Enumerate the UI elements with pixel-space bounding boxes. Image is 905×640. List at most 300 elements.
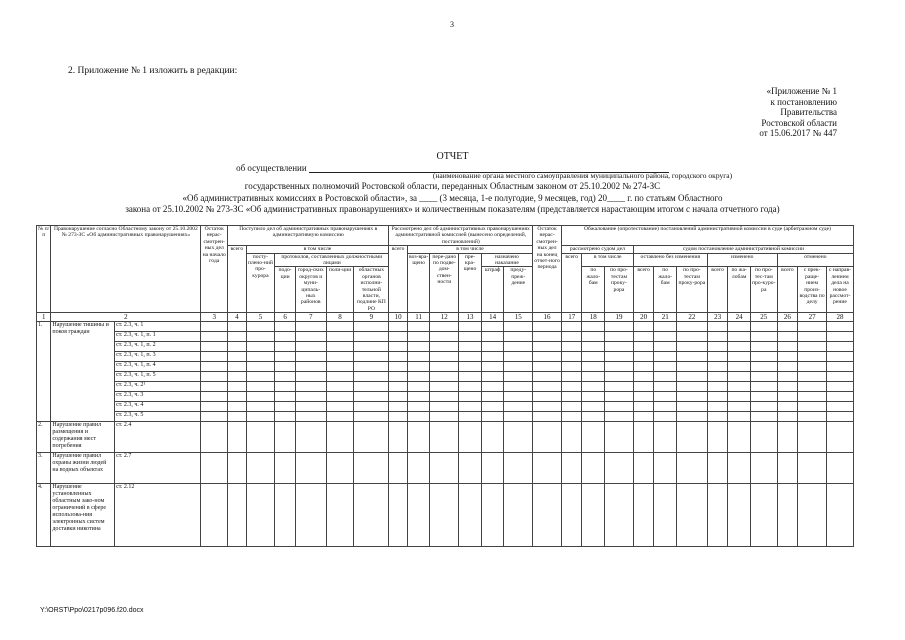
data-cell[interactable] (582, 422, 605, 453)
data-cell[interactable] (407, 322, 430, 332)
data-cell[interactable] (707, 484, 728, 547)
data-cell[interactable] (633, 372, 654, 382)
data-cell[interactable] (533, 453, 562, 484)
data-cell[interactable] (275, 362, 296, 372)
data-cell[interactable] (459, 402, 482, 412)
data-cell[interactable] (275, 453, 296, 484)
data-cell[interactable] (605, 322, 634, 332)
data-cell[interactable] (201, 382, 228, 392)
data-cell[interactable] (481, 412, 504, 422)
data-cell[interactable] (826, 402, 853, 412)
data-cell[interactable] (654, 422, 677, 453)
data-cell[interactable] (295, 332, 326, 342)
data-cell[interactable] (504, 382, 533, 392)
data-cell[interactable] (326, 422, 354, 453)
data-cell[interactable] (228, 382, 246, 392)
data-cell[interactable] (326, 392, 354, 402)
data-cell[interactable] (275, 402, 296, 412)
data-cell[interactable] (750, 484, 777, 547)
data-cell[interactable] (430, 372, 459, 382)
data-cell[interactable] (275, 422, 296, 453)
data-cell[interactable] (605, 412, 634, 422)
data-cell[interactable] (533, 332, 562, 342)
data-cell[interactable] (295, 322, 326, 332)
data-cell[interactable] (326, 322, 354, 332)
data-cell[interactable] (201, 402, 228, 412)
data-cell[interactable] (228, 453, 246, 484)
data-cell[interactable] (798, 322, 827, 332)
data-cell[interactable] (633, 382, 654, 392)
data-cell[interactable] (582, 372, 605, 382)
data-cell[interactable] (246, 342, 275, 352)
data-cell[interactable] (605, 453, 634, 484)
data-cell[interactable] (354, 484, 389, 547)
data-cell[interactable] (459, 332, 482, 342)
data-cell[interactable] (275, 392, 296, 402)
data-cell[interactable] (246, 422, 275, 453)
data-cell[interactable] (275, 382, 296, 392)
data-cell[interactable] (246, 352, 275, 362)
data-cell[interactable] (728, 422, 751, 453)
data-cell[interactable] (295, 372, 326, 382)
data-cell[interactable] (504, 362, 533, 372)
data-cell[interactable] (728, 382, 751, 392)
data-cell[interactable] (201, 352, 228, 362)
data-cell[interactable] (275, 412, 296, 422)
data-cell[interactable] (798, 422, 827, 453)
data-cell[interactable] (798, 392, 827, 402)
data-cell[interactable] (654, 362, 677, 372)
data-cell[interactable] (430, 484, 459, 547)
data-cell[interactable] (326, 352, 354, 362)
data-cell[interactable] (633, 332, 654, 342)
data-cell[interactable] (605, 342, 634, 352)
data-cell[interactable] (459, 484, 482, 547)
data-cell[interactable] (777, 412, 798, 422)
data-cell[interactable] (389, 372, 407, 382)
data-cell[interactable] (228, 352, 246, 362)
data-cell[interactable] (389, 332, 407, 342)
data-cell[interactable] (389, 382, 407, 392)
data-cell[interactable] (561, 392, 582, 402)
data-cell[interactable] (533, 382, 562, 392)
data-cell[interactable] (228, 372, 246, 382)
data-cell[interactable] (605, 362, 634, 372)
data-cell[interactable] (389, 422, 407, 453)
data-cell[interactable] (354, 422, 389, 453)
data-cell[interactable] (605, 332, 634, 342)
data-cell[interactable] (228, 402, 246, 412)
data-cell[interactable] (246, 372, 275, 382)
data-cell[interactable] (504, 352, 533, 362)
data-cell[interactable] (582, 392, 605, 402)
data-cell[interactable] (654, 484, 677, 547)
data-cell[interactable] (728, 372, 751, 382)
data-cell[interactable] (481, 342, 504, 352)
data-cell[interactable] (777, 402, 798, 412)
data-cell[interactable] (633, 402, 654, 412)
data-cell[interactable] (407, 453, 430, 484)
data-cell[interactable] (676, 392, 707, 402)
data-cell[interactable] (654, 412, 677, 422)
data-cell[interactable] (826, 412, 853, 422)
data-cell[interactable] (326, 412, 354, 422)
data-cell[interactable] (389, 392, 407, 402)
data-cell[interactable] (826, 322, 853, 332)
data-cell[interactable] (201, 372, 228, 382)
data-cell[interactable] (707, 453, 728, 484)
data-cell[interactable] (605, 382, 634, 392)
data-cell[interactable] (777, 484, 798, 547)
data-cell[interactable] (533, 362, 562, 372)
data-cell[interactable] (750, 342, 777, 352)
data-cell[interactable] (633, 362, 654, 372)
data-cell[interactable] (707, 422, 728, 453)
data-cell[interactable] (201, 392, 228, 402)
data-cell[interactable] (407, 382, 430, 392)
data-cell[interactable] (533, 392, 562, 402)
data-cell[interactable] (228, 362, 246, 372)
data-cell[interactable] (676, 332, 707, 342)
data-cell[interactable] (389, 342, 407, 352)
data-cell[interactable] (504, 342, 533, 352)
data-cell[interactable] (707, 392, 728, 402)
data-cell[interactable] (582, 402, 605, 412)
data-cell[interactable] (228, 412, 246, 422)
data-cell[interactable] (459, 422, 482, 453)
data-cell[interactable] (407, 484, 430, 547)
data-cell[interactable] (633, 322, 654, 332)
data-cell[interactable] (798, 342, 827, 352)
data-cell[interactable] (354, 332, 389, 342)
data-cell[interactable] (728, 362, 751, 372)
data-cell[interactable] (654, 382, 677, 392)
data-cell[interactable] (582, 352, 605, 362)
data-cell[interactable] (561, 332, 582, 342)
data-cell[interactable] (750, 453, 777, 484)
data-cell[interactable] (295, 422, 326, 453)
data-cell[interactable] (826, 382, 853, 392)
data-cell[interactable] (728, 322, 751, 332)
data-cell[interactable] (676, 342, 707, 352)
data-cell[interactable] (504, 332, 533, 342)
data-cell[interactable] (654, 352, 677, 362)
data-cell[interactable] (481, 402, 504, 412)
data-cell[interactable] (295, 412, 326, 422)
data-cell[interactable] (605, 352, 634, 362)
data-cell[interactable] (777, 453, 798, 484)
data-cell[interactable] (295, 352, 326, 362)
data-cell[interactable] (407, 362, 430, 372)
data-cell[interactable] (826, 453, 853, 484)
data-cell[interactable] (728, 342, 751, 352)
data-cell[interactable] (605, 392, 634, 402)
data-cell[interactable] (246, 412, 275, 422)
data-cell[interactable] (798, 453, 827, 484)
data-cell[interactable] (354, 372, 389, 382)
data-cell[interactable] (728, 352, 751, 362)
data-cell[interactable] (582, 382, 605, 392)
data-cell[interactable] (459, 362, 482, 372)
data-cell[interactable] (676, 382, 707, 392)
data-cell[interactable] (582, 453, 605, 484)
data-cell[interactable] (430, 342, 459, 352)
data-cell[interactable] (798, 332, 827, 342)
data-cell[interactable] (777, 422, 798, 453)
data-cell[interactable] (707, 322, 728, 332)
data-cell[interactable] (777, 342, 798, 352)
data-cell[interactable] (459, 382, 482, 392)
data-cell[interactable] (707, 372, 728, 382)
data-cell[interactable] (275, 372, 296, 382)
data-cell[interactable] (582, 342, 605, 352)
data-cell[interactable] (407, 402, 430, 412)
data-cell[interactable] (246, 392, 275, 402)
data-cell[interactable] (633, 484, 654, 547)
data-cell[interactable] (481, 362, 504, 372)
data-cell[interactable] (228, 484, 246, 547)
data-cell[interactable] (707, 342, 728, 352)
data-cell[interactable] (633, 422, 654, 453)
data-cell[interactable] (326, 453, 354, 484)
data-cell[interactable] (407, 372, 430, 382)
data-cell[interactable] (481, 352, 504, 362)
data-cell[interactable] (430, 412, 459, 422)
data-cell[interactable] (481, 372, 504, 382)
data-cell[interactable] (654, 342, 677, 352)
data-cell[interactable] (430, 382, 459, 392)
data-cell[interactable] (728, 332, 751, 342)
data-cell[interactable] (633, 392, 654, 402)
data-cell[interactable] (228, 422, 246, 453)
data-cell[interactable] (798, 362, 827, 372)
data-cell[interactable] (246, 453, 275, 484)
data-cell[interactable] (533, 352, 562, 362)
data-cell[interactable] (354, 412, 389, 422)
data-cell[interactable] (561, 453, 582, 484)
data-cell[interactable] (750, 322, 777, 332)
data-cell[interactable] (430, 422, 459, 453)
data-cell[interactable] (676, 362, 707, 372)
data-cell[interactable] (654, 332, 677, 342)
data-cell[interactable] (561, 372, 582, 382)
data-cell[interactable] (407, 412, 430, 422)
data-cell[interactable] (750, 392, 777, 402)
data-cell[interactable] (728, 402, 751, 412)
data-cell[interactable] (430, 402, 459, 412)
data-cell[interactable] (389, 322, 407, 332)
data-cell[interactable] (201, 412, 228, 422)
data-cell[interactable] (654, 372, 677, 382)
data-cell[interactable] (728, 453, 751, 484)
data-cell[interactable] (798, 382, 827, 392)
data-cell[interactable] (504, 484, 533, 547)
data-cell[interactable] (275, 332, 296, 342)
data-cell[interactable] (326, 362, 354, 372)
data-cell[interactable] (707, 362, 728, 372)
data-cell[interactable] (654, 402, 677, 412)
data-cell[interactable] (295, 402, 326, 412)
data-cell[interactable] (798, 484, 827, 547)
data-cell[interactable] (326, 484, 354, 547)
data-cell[interactable] (561, 322, 582, 332)
data-cell[interactable] (407, 332, 430, 342)
data-cell[interactable] (459, 412, 482, 422)
data-cell[interactable] (430, 322, 459, 332)
data-cell[interactable] (481, 422, 504, 453)
data-cell[interactable] (561, 382, 582, 392)
data-cell[interactable] (504, 322, 533, 332)
data-cell[interactable] (582, 362, 605, 372)
data-cell[interactable] (633, 453, 654, 484)
data-cell[interactable] (504, 422, 533, 453)
data-cell[interactable] (326, 372, 354, 382)
data-cell[interactable] (389, 412, 407, 422)
data-cell[interactable] (777, 362, 798, 372)
data-cell[interactable] (354, 352, 389, 362)
data-cell[interactable] (246, 382, 275, 392)
data-cell[interactable] (275, 352, 296, 362)
data-cell[interactable] (707, 412, 728, 422)
data-cell[interactable] (750, 402, 777, 412)
data-cell[interactable] (533, 322, 562, 332)
data-cell[interactable] (676, 484, 707, 547)
data-cell[interactable] (633, 412, 654, 422)
data-cell[interactable] (561, 352, 582, 362)
data-cell[interactable] (633, 352, 654, 362)
data-cell[interactable] (275, 322, 296, 332)
data-cell[interactable] (407, 392, 430, 402)
data-cell[interactable] (481, 453, 504, 484)
data-cell[interactable] (777, 322, 798, 332)
data-cell[interactable] (504, 412, 533, 422)
data-cell[interactable] (201, 342, 228, 352)
data-cell[interactable] (228, 332, 246, 342)
data-cell[interactable] (354, 342, 389, 352)
data-cell[interactable] (459, 453, 482, 484)
data-cell[interactable] (798, 402, 827, 412)
data-cell[interactable] (326, 402, 354, 412)
data-cell[interactable] (295, 382, 326, 392)
data-cell[interactable] (459, 322, 482, 332)
data-cell[interactable] (798, 372, 827, 382)
data-cell[interactable] (295, 453, 326, 484)
data-cell[interactable] (676, 412, 707, 422)
data-cell[interactable] (246, 484, 275, 547)
data-cell[interactable] (504, 402, 533, 412)
data-cell[interactable] (407, 342, 430, 352)
data-cell[interactable] (777, 352, 798, 362)
data-cell[interactable] (389, 484, 407, 547)
data-cell[interactable] (826, 352, 853, 362)
data-cell[interactable] (533, 402, 562, 412)
data-cell[interactable] (777, 382, 798, 392)
data-cell[interactable] (533, 484, 562, 547)
data-cell[interactable] (326, 342, 354, 352)
data-cell[interactable] (354, 392, 389, 402)
data-cell[interactable] (582, 412, 605, 422)
data-cell[interactable] (750, 362, 777, 372)
data-cell[interactable] (201, 362, 228, 372)
data-cell[interactable] (605, 422, 634, 453)
data-cell[interactable] (481, 322, 504, 332)
data-cell[interactable] (407, 352, 430, 362)
data-cell[interactable] (481, 484, 504, 547)
data-cell[interactable] (707, 352, 728, 362)
data-cell[interactable] (798, 352, 827, 362)
data-cell[interactable] (605, 484, 634, 547)
data-cell[interactable] (826, 422, 853, 453)
data-cell[interactable] (430, 332, 459, 342)
data-cell[interactable] (430, 453, 459, 484)
data-cell[interactable] (228, 392, 246, 402)
data-cell[interactable] (201, 332, 228, 342)
data-cell[interactable] (633, 342, 654, 352)
data-cell[interactable] (246, 332, 275, 342)
data-cell[interactable] (533, 412, 562, 422)
data-cell[interactable] (777, 372, 798, 382)
data-cell[interactable] (826, 362, 853, 372)
data-cell[interactable] (728, 484, 751, 547)
data-cell[interactable] (326, 382, 354, 392)
data-cell[interactable] (504, 392, 533, 402)
data-cell[interactable] (481, 332, 504, 342)
data-cell[interactable] (750, 372, 777, 382)
data-cell[interactable] (430, 362, 459, 372)
data-cell[interactable] (228, 322, 246, 332)
data-cell[interactable] (676, 322, 707, 332)
data-cell[interactable] (750, 352, 777, 362)
data-cell[interactable] (582, 322, 605, 332)
data-cell[interactable] (201, 484, 228, 547)
data-cell[interactable] (533, 422, 562, 453)
data-cell[interactable] (707, 332, 728, 342)
data-cell[interactable] (459, 392, 482, 402)
data-cell[interactable] (605, 372, 634, 382)
data-cell[interactable] (561, 484, 582, 547)
data-cell[interactable] (605, 402, 634, 412)
data-cell[interactable] (295, 484, 326, 547)
data-cell[interactable] (707, 382, 728, 392)
data-cell[interactable] (750, 382, 777, 392)
data-cell[interactable] (430, 352, 459, 362)
data-cell[interactable] (676, 402, 707, 412)
data-cell[interactable] (561, 412, 582, 422)
data-cell[interactable] (228, 342, 246, 352)
data-cell[interactable] (707, 402, 728, 412)
data-cell[interactable] (354, 382, 389, 392)
data-cell[interactable] (750, 332, 777, 342)
data-cell[interactable] (728, 392, 751, 402)
data-cell[interactable] (826, 342, 853, 352)
data-cell[interactable] (295, 362, 326, 372)
data-cell[interactable] (750, 412, 777, 422)
data-cell[interactable] (676, 352, 707, 362)
data-cell[interactable] (481, 382, 504, 392)
data-cell[interactable] (676, 453, 707, 484)
data-cell[interactable] (354, 362, 389, 372)
data-cell[interactable] (246, 362, 275, 372)
data-cell[interactable] (389, 352, 407, 362)
data-cell[interactable] (354, 453, 389, 484)
data-cell[interactable] (561, 362, 582, 372)
data-cell[interactable] (728, 412, 751, 422)
data-cell[interactable] (582, 332, 605, 342)
data-cell[interactable] (654, 392, 677, 402)
data-cell[interactable] (407, 422, 430, 453)
data-cell[interactable] (777, 392, 798, 402)
data-cell[interactable] (561, 422, 582, 453)
